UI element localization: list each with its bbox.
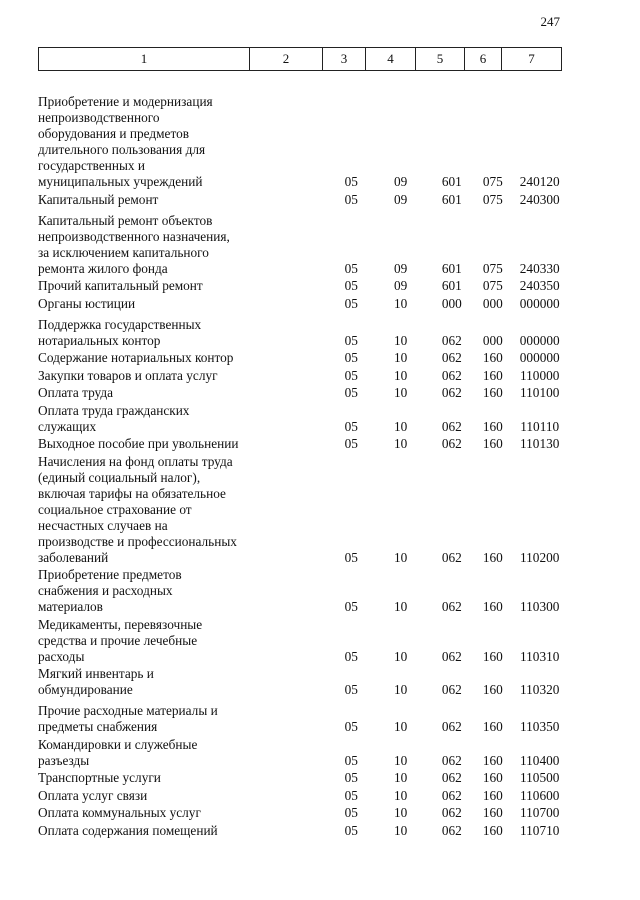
row-code-5: 062 (441, 418, 462, 434)
row-code-4: 10 (393, 549, 408, 565)
row-code-5: 601 (441, 191, 462, 207)
row-code-4: 10 (393, 599, 408, 614)
row-code-5: 062 (441, 719, 462, 734)
row-code-7: 110000 (520, 367, 560, 383)
row-code-6: 160 (482, 752, 503, 768)
row-code-7: 240120 (519, 174, 560, 189)
row-code-4: 10 (393, 805, 408, 820)
row-code-4: 10 (393, 787, 408, 803)
row-code-3: 05 (344, 191, 358, 207)
row-code-5: 062 (441, 822, 462, 838)
row-code-3: 05 (344, 770, 358, 785)
row-code-3: 05 (344, 260, 358, 276)
table-row (38, 350, 568, 366)
row-code-6: 075 (482, 191, 503, 207)
row-code-6: 075 (482, 260, 503, 276)
row-code-6: 160 (482, 822, 503, 838)
budget-code-list (38, 94, 568, 839)
row-code-3: 05 (344, 350, 358, 365)
column-header-7: 7 (502, 48, 562, 71)
row-name: Мягкий инвентарь и обмундирование (38, 666, 154, 697)
row-code-4: 10 (393, 418, 408, 434)
row-code-6: 160 (482, 367, 503, 383)
column-header-5: 5 (416, 48, 465, 71)
row-code-7: 110350 (520, 719, 560, 734)
table-row (38, 737, 568, 769)
table-row (38, 278, 568, 294)
table-row (38, 666, 568, 698)
row-code-6: 160 (482, 599, 503, 614)
row-code-7: 110110 (520, 418, 560, 434)
row-code-5: 062 (441, 350, 462, 365)
column-header-4: 4 (366, 48, 416, 71)
table-row (38, 567, 568, 615)
row-code-3: 05 (344, 367, 358, 383)
row-code-3: 05 (344, 332, 358, 348)
row-code-5: 062 (441, 599, 462, 614)
row-code-3: 05 (344, 648, 358, 664)
column-header-6: 6 (465, 48, 502, 71)
row-code-7: 240350 (519, 278, 560, 293)
row-code-4: 09 (393, 278, 408, 293)
column-header-3: 3 (323, 48, 366, 71)
row-code-3: 05 (344, 436, 358, 451)
row-code-7: 110500 (520, 770, 560, 785)
table-row (38, 770, 568, 786)
row-name: Прочий капитальный ремонт (38, 278, 203, 293)
row-code-6: 075 (482, 174, 503, 189)
row-code-7: 000000 (519, 295, 560, 311)
table-row (38, 823, 568, 839)
table-row (38, 703, 568, 735)
row-code-6: 160 (482, 770, 503, 785)
row-code-4: 10 (393, 752, 408, 768)
row-code-3: 05 (344, 549, 358, 565)
row-name: Начисления на фонд оплаты труда (единый социальный налог), включая тарифы на обязательное социальное страхование от несчастных случаев на производстве и профессиональных заболеваний (38, 453, 237, 565)
row-code-6: 160 (482, 805, 503, 820)
row-name: Содержание нотариальных контор (38, 350, 234, 365)
row-code-3: 05 (344, 278, 358, 293)
row-code-7: 110130 (520, 436, 560, 451)
table-row (38, 617, 568, 665)
row-name: Приобретение и модернизация непроизводственного оборудования и предметов длительного пользования для государственных и муниципальных учреждений (38, 94, 213, 189)
table-row (38, 317, 568, 349)
table-row (38, 454, 568, 566)
table-row (38, 296, 568, 312)
row-code-3: 05 (344, 752, 358, 768)
row-code-6: 160 (482, 787, 503, 803)
row-code-4: 10 (393, 332, 408, 348)
row-name: Оплата труда гражданских служащих (38, 402, 190, 434)
row-code-4: 10 (393, 367, 408, 383)
row-code-7: 110600 (520, 787, 560, 803)
row-code-7: 110200 (520, 549, 560, 565)
row-code-5: 000 (441, 295, 462, 311)
row-name: Оплата коммунальных услуг (38, 805, 201, 820)
row-name: Выходное пособие при увольнении (38, 436, 239, 451)
table-row (38, 192, 568, 208)
row-code-5: 062 (441, 367, 462, 383)
row-code-3: 05 (344, 599, 358, 614)
row-code-5: 062 (441, 805, 462, 820)
row-code-3: 05 (344, 787, 358, 803)
row-code-6: 160 (482, 682, 503, 697)
column-header-2: 2 (250, 48, 323, 71)
row-name: Оплата услуг связи (38, 787, 148, 803)
row-code-4: 09 (393, 260, 408, 276)
row-code-5: 062 (441, 787, 462, 803)
row-name: Капитальный ремонт объектов непроизводственного назначения, за исключением капитального ремонта жилого фонда (38, 212, 230, 276)
row-code-5: 062 (441, 682, 462, 697)
row-code-3: 05 (344, 719, 358, 734)
row-code-5: 062 (441, 770, 462, 785)
row-code-4: 10 (393, 719, 408, 734)
row-code-6: 160 (482, 385, 503, 400)
row-code-5: 062 (441, 436, 462, 451)
row-code-4: 10 (393, 682, 408, 697)
row-code-6: 075 (482, 278, 503, 293)
row-code-5: 062 (441, 549, 462, 565)
row-name: Командировки и служебные разъезды (38, 736, 198, 768)
row-name: Оплата труда (38, 385, 114, 400)
row-code-3: 05 (344, 805, 358, 820)
table-row (38, 213, 568, 277)
table-row (38, 403, 568, 435)
row-code-5: 062 (441, 332, 462, 348)
row-code-5: 601 (441, 260, 462, 276)
row-code-6: 000 (482, 332, 503, 348)
row-code-7: 110320 (520, 682, 560, 697)
row-code-3: 05 (344, 682, 358, 697)
row-code-6: 160 (482, 648, 503, 664)
table-row (38, 805, 568, 821)
table-row (38, 385, 568, 401)
row-name: Транспортные услуги (38, 770, 161, 785)
row-code-3: 05 (344, 418, 358, 434)
row-name: Капитальный ремонт (38, 191, 159, 207)
row-code-4: 10 (393, 385, 408, 400)
row-code-5: 062 (441, 752, 462, 768)
table-row (38, 368, 568, 384)
row-code-7: 000000 (519, 350, 560, 365)
row-code-7: 000000 (519, 332, 560, 348)
row-name: Прочие расходные материалы и предметы снабжения (38, 703, 218, 734)
row-code-7: 110400 (520, 752, 560, 768)
row-code-4: 10 (393, 648, 408, 664)
row-code-5: 601 (441, 278, 462, 293)
page-number: 247 (540, 14, 560, 29)
row-code-6: 160 (482, 350, 503, 365)
row-code-6: 160 (482, 549, 503, 565)
row-name: Закупки товаров и оплата услуг (38, 367, 218, 383)
row-name: Оплата содержания помещений (38, 822, 218, 838)
row-code-4: 10 (393, 822, 408, 838)
row-name: Поддержка государственных нотариальных контор (38, 316, 202, 348)
row-code-7: 110700 (520, 805, 560, 820)
row-code-6: 160 (482, 436, 503, 451)
column-header-row (39, 48, 562, 71)
row-code-3: 05 (344, 174, 358, 189)
table-row (38, 94, 568, 190)
row-code-6: 160 (482, 418, 503, 434)
row-name: Медикаменты, перевязочные средства и прочие лечебные расходы (38, 616, 203, 664)
row-code-4: 10 (393, 436, 408, 451)
row-code-7: 110710 (520, 822, 560, 838)
table-row (38, 788, 568, 804)
row-code-4: 10 (393, 770, 408, 785)
row-code-4: 10 (393, 295, 408, 311)
row-code-7: 110100 (520, 385, 560, 400)
row-code-7: 240300 (519, 191, 560, 207)
column-header-1: 1 (39, 48, 250, 71)
row-code-7: 110310 (520, 648, 560, 664)
column-header-table (38, 47, 562, 71)
row-code-5: 062 (441, 385, 462, 400)
row-code-4: 09 (393, 174, 408, 189)
row-code-4: 10 (393, 350, 408, 365)
row-code-7: 240330 (519, 260, 560, 276)
row-code-5: 601 (441, 174, 462, 189)
row-name: Приобретение предметов снабжения и расходных материалов (38, 567, 182, 614)
row-code-7: 110300 (520, 599, 560, 614)
row-code-6: 160 (482, 719, 503, 734)
row-code-3: 05 (344, 385, 358, 400)
row-code-6: 000 (482, 295, 503, 311)
row-code-5: 062 (441, 648, 462, 664)
row-name: Органы юстиции (38, 295, 136, 311)
row-code-4: 09 (393, 191, 408, 207)
table-row (38, 436, 568, 452)
row-code-3: 05 (344, 822, 358, 838)
row-code-3: 05 (344, 295, 358, 311)
